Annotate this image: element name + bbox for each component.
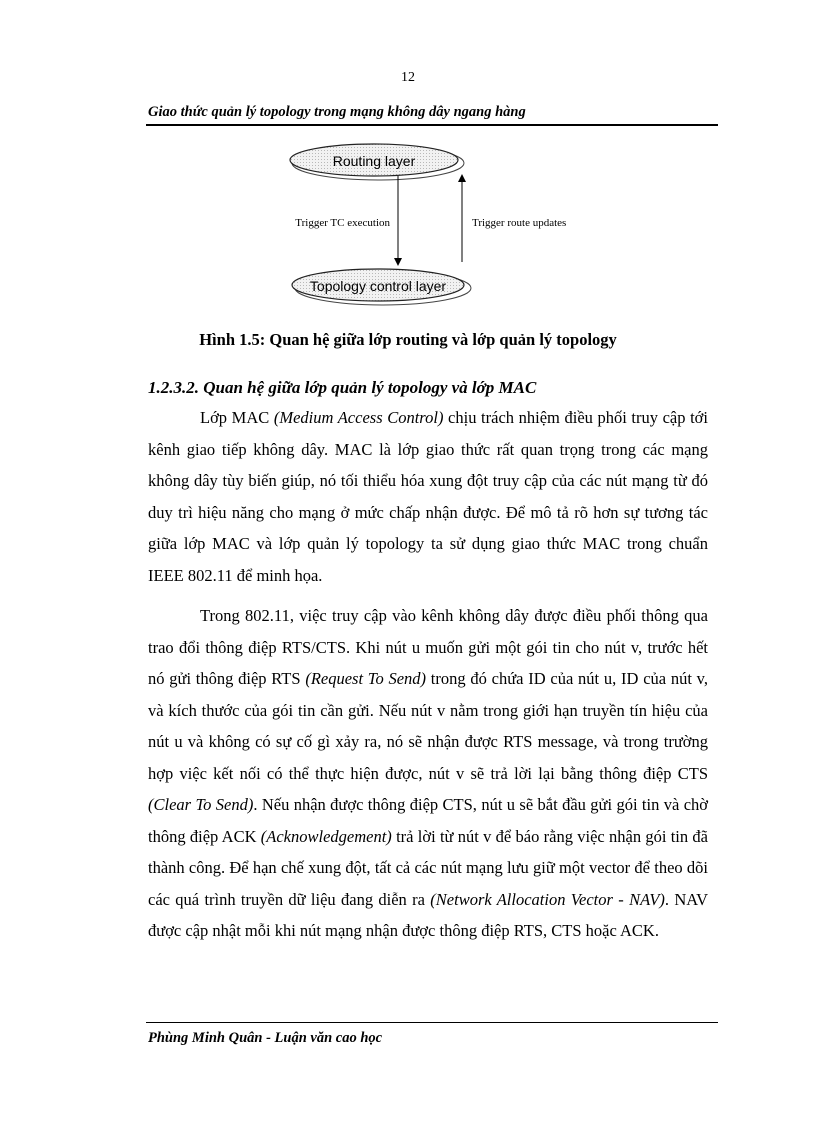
topology-control-layer-label: Topology control layer <box>309 278 447 294</box>
para1-text-1: Lớp MAC <box>200 408 274 427</box>
body-text <box>148 402 708 947</box>
para2-text-4: trả lời từ nút v để báo rằng việc nhận gói tin đã thành công. Để hạn chế xung đột, tất cả các nút mạng lưu giữ một vector để theo dõi các quá trình truyền dữ liệu đang diễn ra <box>148 826 708 909</box>
para2-text-3: . Nếu nhận được thông điệp CTS, nút u sẽ bắt đầu gửi gói tin và chờ thông điệp ACK <box>148 795 708 846</box>
trigger-tc-execution-label: Trigger TC execution <box>295 217 390 229</box>
diagram-svg <box>240 138 660 318</box>
paragraph-80211-rts-cts <box>148 600 708 947</box>
layer-relationship-diagram <box>240 138 660 318</box>
running-footer: Phùng Minh Quân - Luận văn cao học <box>148 1030 383 1046</box>
para2-italic-request-to-send: (Request To Send) <box>305 669 427 688</box>
para2-italic-clear-to-send: (Clear To Send) <box>148 795 254 814</box>
para2-text-2: trong đó chứa ID của nút u, ID của nút v, và kích thước của gói tin cần gửi. Nếu nút v nằm trong giới hạn truyền tín hiệu của nút u và không có sự cố gì xảy ra, nó sẽ nhận được RTS message, và trong trường hợp việc kết nối có thể thực hiện được, nút v sẽ trả lời lại bằng thông điệp CTS <box>148 669 708 783</box>
para2-italic-acknowledgement: (Acknowledgement) <box>260 826 392 846</box>
para1-text-2: chịu trách nhiệm điều phối truy cập tới kênh giao tiếp không dây. MAC là lớp giao thức rất quan trọng trong các mạng không dây tùy biến giúp, nó tối thiểu hóa xung đột truy cập của các nút mạng từ đó duy trì hiệu năng cho mạng ở mức chấp nhận được. Để mô tả rõ hơn sự tương tác giữa lớp MAC và lớp quản lý topology ta sử dụng giao thức MAC trong chuẩn IEEE 802.11 để minh họa. <box>148 408 708 585</box>
footer-rule <box>146 1022 718 1023</box>
para2-text-1: Trong 802.11, việc truy cập vào kênh không dây được điều phối thông qua trao đổi thông điệp RTS/CTS. Khi nút u muốn gửi một gói tin cho nút v, trước hết nó gửi thông điệp RTS <box>148 606 708 688</box>
routing-layer-label: Routing layer <box>332 153 416 169</box>
section-heading: 1.2.3.2. Quan hệ giữa lớp quản lý topology và lớp MAC <box>148 378 537 397</box>
trigger-route-updates-label: Trigger route updates <box>472 217 567 229</box>
figure-caption: Hình 1.5: Quan hệ giữa lớp routing và lớp quản lý topology <box>199 330 617 349</box>
page-number: 12 <box>401 70 415 85</box>
para1-italic-medium-access-control: (Medium Access Control) <box>273 408 444 427</box>
para2-text-5: . NAV được cập nhật mỗi khi nút mạng nhận được thông điệp RTS, CTS hoặc ACK. <box>148 889 708 940</box>
para2-italic-nav: (Network Allocation Vector - NAV) <box>430 889 665 909</box>
paragraph-mac-intro <box>148 402 708 591</box>
header-rule <box>146 124 718 126</box>
running-header: Giao thức quản lý topology trong mạng không dây ngang hàng <box>148 104 526 120</box>
